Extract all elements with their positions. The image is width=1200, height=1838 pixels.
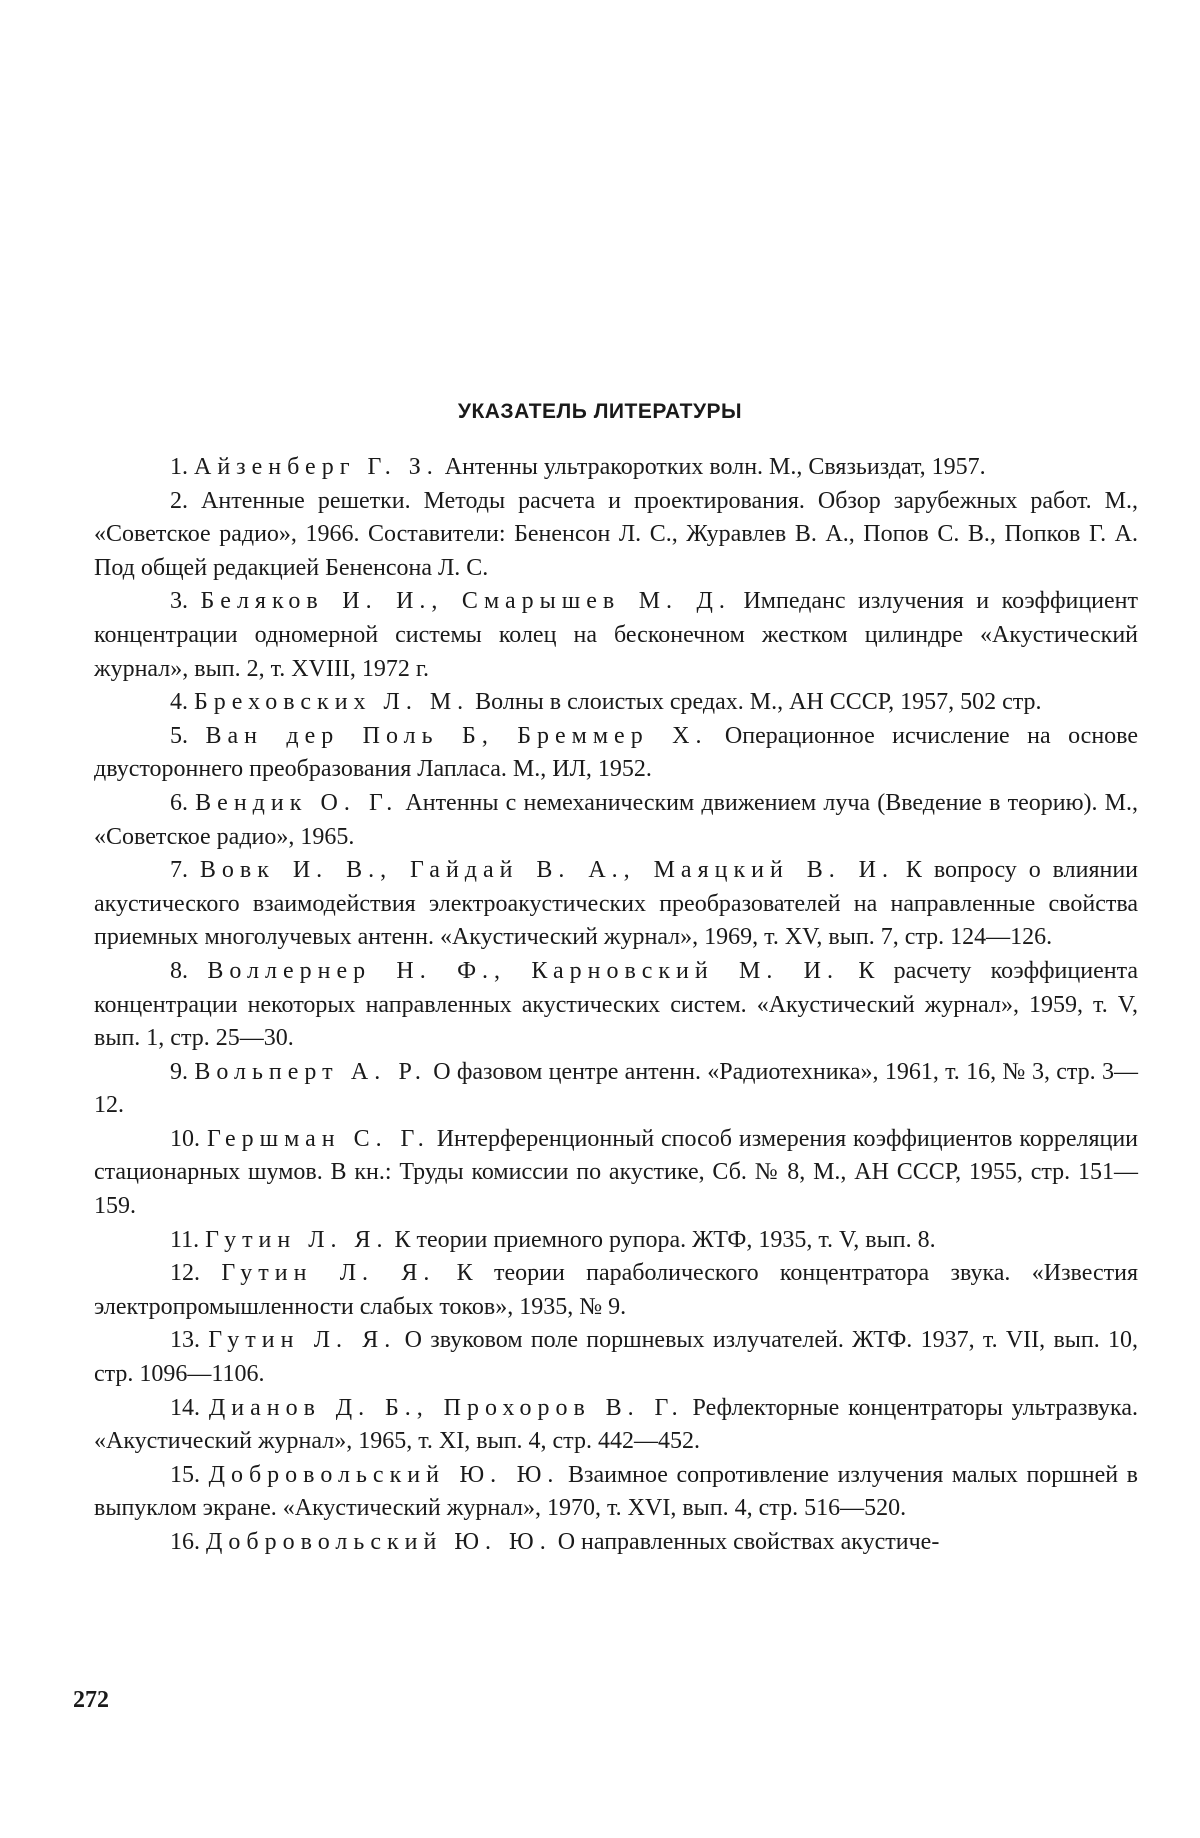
reference-text: К теории приемного рупора. ЖТФ, 1935, т. V, вып. 8. — [394, 1226, 936, 1253]
reference-text: Антенны ультракоротких волн. М., Связьиздат, 1957. — [444, 454, 986, 480]
reference-text: О фазовом центре антенн. «Радиотехника», 1961, т. 16, № 3, стр. 3—12. — [94, 1058, 1138, 1119]
reference-author: Гутин Л. Я. — [221, 1260, 436, 1287]
reference-author: Добровольский Ю. Ю. — [206, 1529, 552, 1555]
section-heading: УКАЗАТЕЛЬ ЛИТЕРАТУРЫ — [457, 400, 743, 423]
reference-author: Вольперт А. Р. — [194, 1058, 427, 1085]
reference-number: 2. — [170, 487, 188, 514]
reference-author: Ван дер Поль Б, Бреммер Х. — [205, 722, 708, 749]
reference-number: 12. — [170, 1260, 200, 1287]
reference-text: Операционное исчисление на основе двустороннего преобразования Лапласа. М., ИЛ, 1952. — [94, 722, 1139, 783]
reference-number: 9. — [170, 1058, 188, 1085]
reference-item — [94, 787, 1138, 854]
reference-author: Гершман С. Г. — [206, 1125, 430, 1152]
reference-number: 11. — [170, 1226, 200, 1253]
reference-number: 8. — [170, 957, 188, 984]
reference-item — [94, 1056, 1138, 1123]
reference-number: 4. — [170, 689, 188, 716]
reference-number: 3. — [170, 588, 188, 615]
reference-author: Гутин Л. Я. — [205, 1226, 389, 1253]
reference-item — [94, 1526, 1138, 1560]
reference-item — [94, 585, 1138, 686]
reference-text: Взаимное сопротивление излучения малых поршней в выпуклом экране. «Акустический журнал», 1970, т. XVI, вып. 4, стр. 516—520. — [94, 1461, 1139, 1522]
reference-text: Антенные решетки. Методы расчета и проектирования. Обзор зарубежных работ. М., «Советское радио», 1966. Составители: Бененсон Л. С., Журавлев В. А., Попов С. В., Попков Г. А. Под общей редакцией Бененсона Л. С. — [94, 487, 1138, 581]
reference-text: К теории параболического концентратора звука. «Известия электропромышленности слабых токов», 1935, № 9. — [94, 1260, 1139, 1320]
reference-author: Вовк И. В., Гайдай В. А., Маяцкий В. И. — [199, 857, 894, 884]
reference-number: 16. — [170, 1529, 200, 1555]
reference-number: 5. — [170, 722, 188, 749]
reference-item — [94, 1324, 1138, 1391]
reference-item — [94, 451, 1138, 485]
reference-author: Бреховских Л. М. — [194, 689, 470, 716]
reference-number: 13. — [170, 1327, 200, 1354]
reference-item — [94, 1392, 1138, 1459]
reference-author: Добровольский Ю. Ю. — [208, 1461, 560, 1488]
reference-item — [94, 1224, 1138, 1258]
reference-author: Гутин Л. Я. — [208, 1327, 397, 1354]
reference-number: 14. — [170, 1394, 200, 1421]
reference-item — [94, 1123, 1138, 1224]
reference-number: 1. — [170, 454, 188, 480]
reference-list — [94, 451, 1138, 1560]
reference-author: Дианов Д. Б., Прохоров В. Г. — [208, 1394, 684, 1421]
reference-item — [94, 686, 1138, 720]
reference-text: К вопросу о влиянии акустического взаимодействия электроакустических преобразователей на направленные свойства приемных многолучевых антенн. «Акустический журнал», 1969, т. XV, вып. 7, стр. 124—126. — [94, 857, 1139, 951]
page-number: 272 — [73, 1687, 109, 1713]
reference-item — [94, 1459, 1138, 1526]
reference-item — [94, 720, 1138, 787]
reference-author: Вендик О. Г. — [195, 789, 399, 816]
reference-author: Айзенберг Г. З. — [194, 454, 439, 480]
reference-text: О звуковом поле поршневых излучателей. ЖТФ. 1937, т. VII, вып. 10, стр. 1096—1106. — [94, 1327, 1139, 1388]
reference-number: 6. — [170, 789, 188, 816]
reference-text: К расчету коэффициента концентрации некоторых направленных акустических систем. «Акустический журнал», 1959, т. V, вып. 1, стр. 25—30. — [94, 957, 1138, 1052]
reference-author: Воллернер Н. Ф., Карновский М. И. — [207, 957, 840, 984]
reference-number: 10. — [170, 1125, 200, 1152]
reference-item — [94, 955, 1138, 1056]
reference-item — [94, 485, 1138, 586]
reference-number: 7. — [170, 857, 188, 884]
reference-author: Беляков И. И., Смарышев М. Д. — [200, 588, 731, 615]
reference-text: Рефлекторные концентраторы ультразвука. «Акустический журнал», 1965, т. XI, вып. 4, стр. 442—452. — [94, 1394, 1139, 1455]
reference-text: Интерференционный способ измерения коэффициентов корреляции стационарных шумов. В кн.: Труды комиссии по акустике, Сб. № 8, М., АН СССР, 1955, стр. 151—159. — [94, 1125, 1139, 1220]
reference-text: Волны в слоистых средах. М., АН СССР, 1957, 502 стр. — [475, 689, 1042, 716]
reference-item — [94, 854, 1138, 955]
reference-text: О направленных свойствах акустиче- — [557, 1529, 940, 1555]
reference-text: Антенны с немеханическим движением луча (Введение в теорию). М., «Советское радио», 1965. — [94, 789, 1139, 850]
reference-text: Импеданс излучения и коэффициент концентрации одномерной системы колец на бесконечном жестком цилиндре «Акустический журнал», вып. 2, т. XVIII, 1972 г. — [94, 588, 1139, 682]
reference-number: 15. — [170, 1461, 200, 1488]
reference-item — [94, 1257, 1138, 1324]
